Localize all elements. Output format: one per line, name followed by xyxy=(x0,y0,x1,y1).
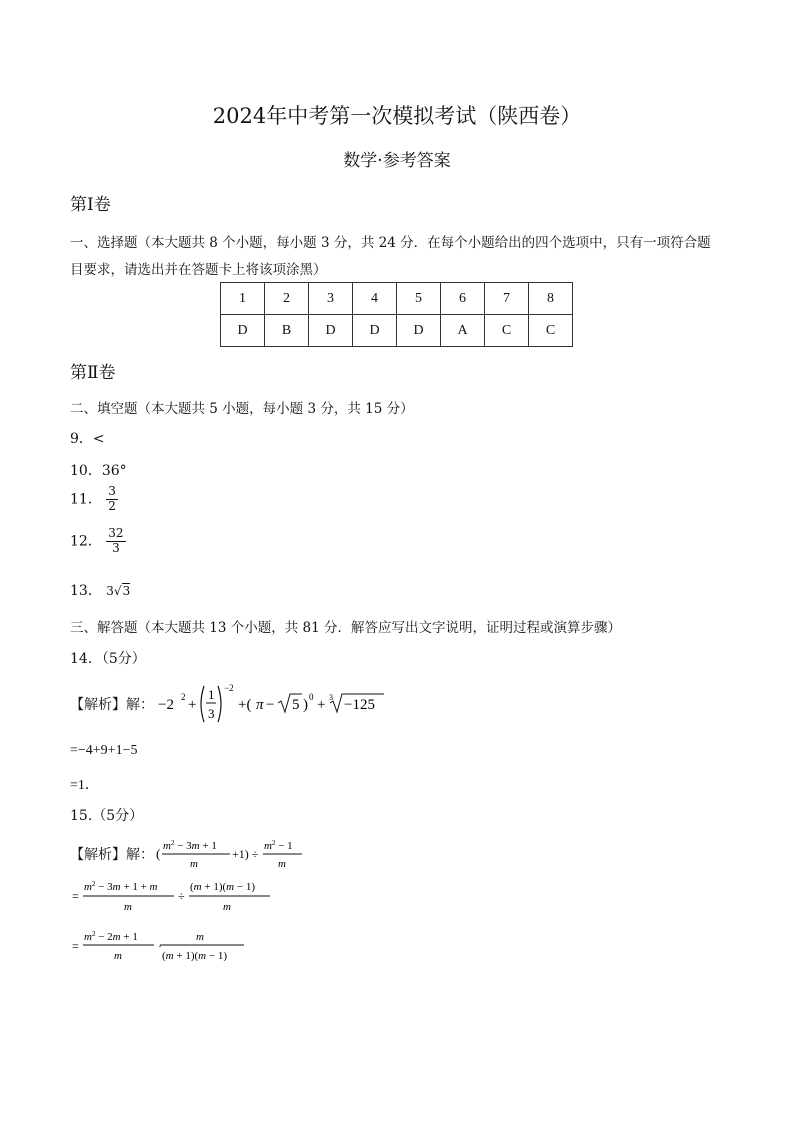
question-number-cell: 5 xyxy=(397,283,441,315)
svg-text:−: − xyxy=(266,697,275,713)
fraction-numerator: 3 xyxy=(108,484,116,498)
page-title: 2024年中考第一次模拟考试（陕西卷） xyxy=(212,104,582,128)
fill-section-heading: 二、填空题（本大题共 5 小题，每小题 3 分，共 15 分） xyxy=(70,401,414,417)
radical-sign-icon: √ xyxy=(113,584,122,598)
question-14-solution-line-3: =1． xyxy=(70,778,99,793)
answer-table xyxy=(220,282,573,347)
question-14-solution-line-2: =−4+9+1−5 xyxy=(70,743,138,758)
solution-prefix: 【解析】解： xyxy=(70,697,154,713)
question-number-cell: 4 xyxy=(353,283,397,315)
fraction-denominator: 2 xyxy=(108,498,116,513)
svg-text:m: m xyxy=(196,931,204,943)
question-14-expression xyxy=(154,682,474,726)
answer-13-coefficient: 3 xyxy=(106,584,114,598)
svg-text:2: 2 xyxy=(181,692,186,702)
page-subtitle: 数学·参考答案 xyxy=(343,151,451,171)
svg-text:+: + xyxy=(317,697,326,713)
svg-text:−2: −2 xyxy=(224,683,234,693)
answer-cell: D xyxy=(309,315,353,347)
question-number-cell: 7 xyxy=(485,283,529,315)
answer-13 xyxy=(70,580,130,600)
svg-text:÷: ÷ xyxy=(178,889,185,903)
svg-text:+: + xyxy=(188,697,197,713)
svg-text:m: m xyxy=(223,901,231,913)
choice-section-line-1: 一、选择题（本大题共 8 个小题，每小题 3 分，共 24 分．在每个小题给出的四个选项中，只有一项符合题 xyxy=(70,235,711,251)
answer-13-radicand: 3 xyxy=(122,584,131,598)
answer-table-number-row xyxy=(221,283,573,315)
svg-text:+(: +( xyxy=(238,697,252,713)
svg-text:m: m xyxy=(114,950,122,962)
svg-text:): ) xyxy=(303,697,308,713)
choice-section-line-2: 目要求，请选出并在答题卡上将该项涂黑） xyxy=(70,262,327,278)
fraction-denominator: 3 xyxy=(112,540,120,555)
answer-cell: C xyxy=(529,315,573,347)
answer-cell: A xyxy=(441,315,485,347)
svg-text:m2 − 1: $m^2 - 1$ xyxy=(264,839,293,852)
svg-text:m: m xyxy=(124,901,132,913)
svg-text:(: ( xyxy=(156,846,161,861)
question-number-cell: 6 xyxy=(441,283,485,315)
svg-text:=: = xyxy=(72,939,79,953)
answer-cell: D xyxy=(353,315,397,347)
part-2-label: 第Ⅱ卷 xyxy=(70,363,116,383)
solve-section-heading: 三、解答题（本大题共 13 个小题，共 81 分．解答应写出文字说明，证明过程或演算步骤） xyxy=(70,620,622,636)
part-1-label: 第Ⅰ卷 xyxy=(70,195,111,215)
question-number-cell: 1 xyxy=(221,283,265,315)
answer-cell: C xyxy=(485,315,529,347)
svg-text:m: m xyxy=(278,858,286,870)
answer-table-answer-row xyxy=(221,315,573,347)
answer-13-label: 13． xyxy=(70,583,102,599)
svg-text:m2 − 3m + 1: $m^2 - 3m + 1$ xyxy=(163,839,217,852)
question-number-cell: 3 xyxy=(309,283,353,315)
question-15-label: 15.（5分） xyxy=(70,808,144,824)
answer-cell: B xyxy=(265,315,309,347)
svg-text:=: = xyxy=(72,889,79,903)
svg-text:m2 − 3m + 1 + m: $m^2 - 3m + 1 + m$ xyxy=(84,880,158,893)
answer-10: 10．36° xyxy=(70,463,127,479)
question-14-label: 14．（5分） xyxy=(70,651,146,667)
svg-text:−2: −2 xyxy=(158,697,174,713)
answer-11-fraction xyxy=(106,485,118,514)
answer-11 xyxy=(70,485,118,514)
question-number-cell: 8 xyxy=(529,283,573,315)
svg-text:·: · xyxy=(158,939,162,953)
answer-12 xyxy=(70,527,126,556)
svg-text:0: 0 xyxy=(309,692,314,702)
fraction-numerator: 32 xyxy=(108,526,124,540)
answer-9: 9．< xyxy=(70,431,105,447)
svg-text:+1) ÷: +1) ÷ xyxy=(232,847,259,861)
answer-12-fraction xyxy=(106,527,125,556)
svg-text:1: 1 xyxy=(208,687,215,702)
question-15-expression-1 xyxy=(154,834,394,874)
svg-text:(m + 1)(m − 1): (m + 1)(m − 1) xyxy=(190,881,255,893)
svg-text:m2 − 2m + 1: $m^2 - 2m + 1$ xyxy=(84,930,138,943)
question-number-cell: 2 xyxy=(265,283,309,315)
svg-text:5: 5 xyxy=(292,697,300,713)
question-15-expression-3 xyxy=(70,926,330,970)
solution-prefix: 【解析】解： xyxy=(70,847,154,863)
svg-text:−125: −125 xyxy=(344,697,375,713)
answer-cell: D xyxy=(221,315,265,347)
answer-cell: D xyxy=(397,315,441,347)
svg-text:π: π xyxy=(256,697,264,713)
svg-text:m: m xyxy=(190,858,198,870)
answer-12-label: 12． xyxy=(70,533,102,550)
svg-text:3: 3 xyxy=(208,706,215,721)
question-15-expression-2 xyxy=(70,874,330,918)
svg-text:(m + 1)(m − 1): (m + 1)(m − 1) xyxy=(162,950,227,962)
answer-11-label: 11． xyxy=(70,491,102,508)
svg-text:3: 3 xyxy=(329,693,333,702)
